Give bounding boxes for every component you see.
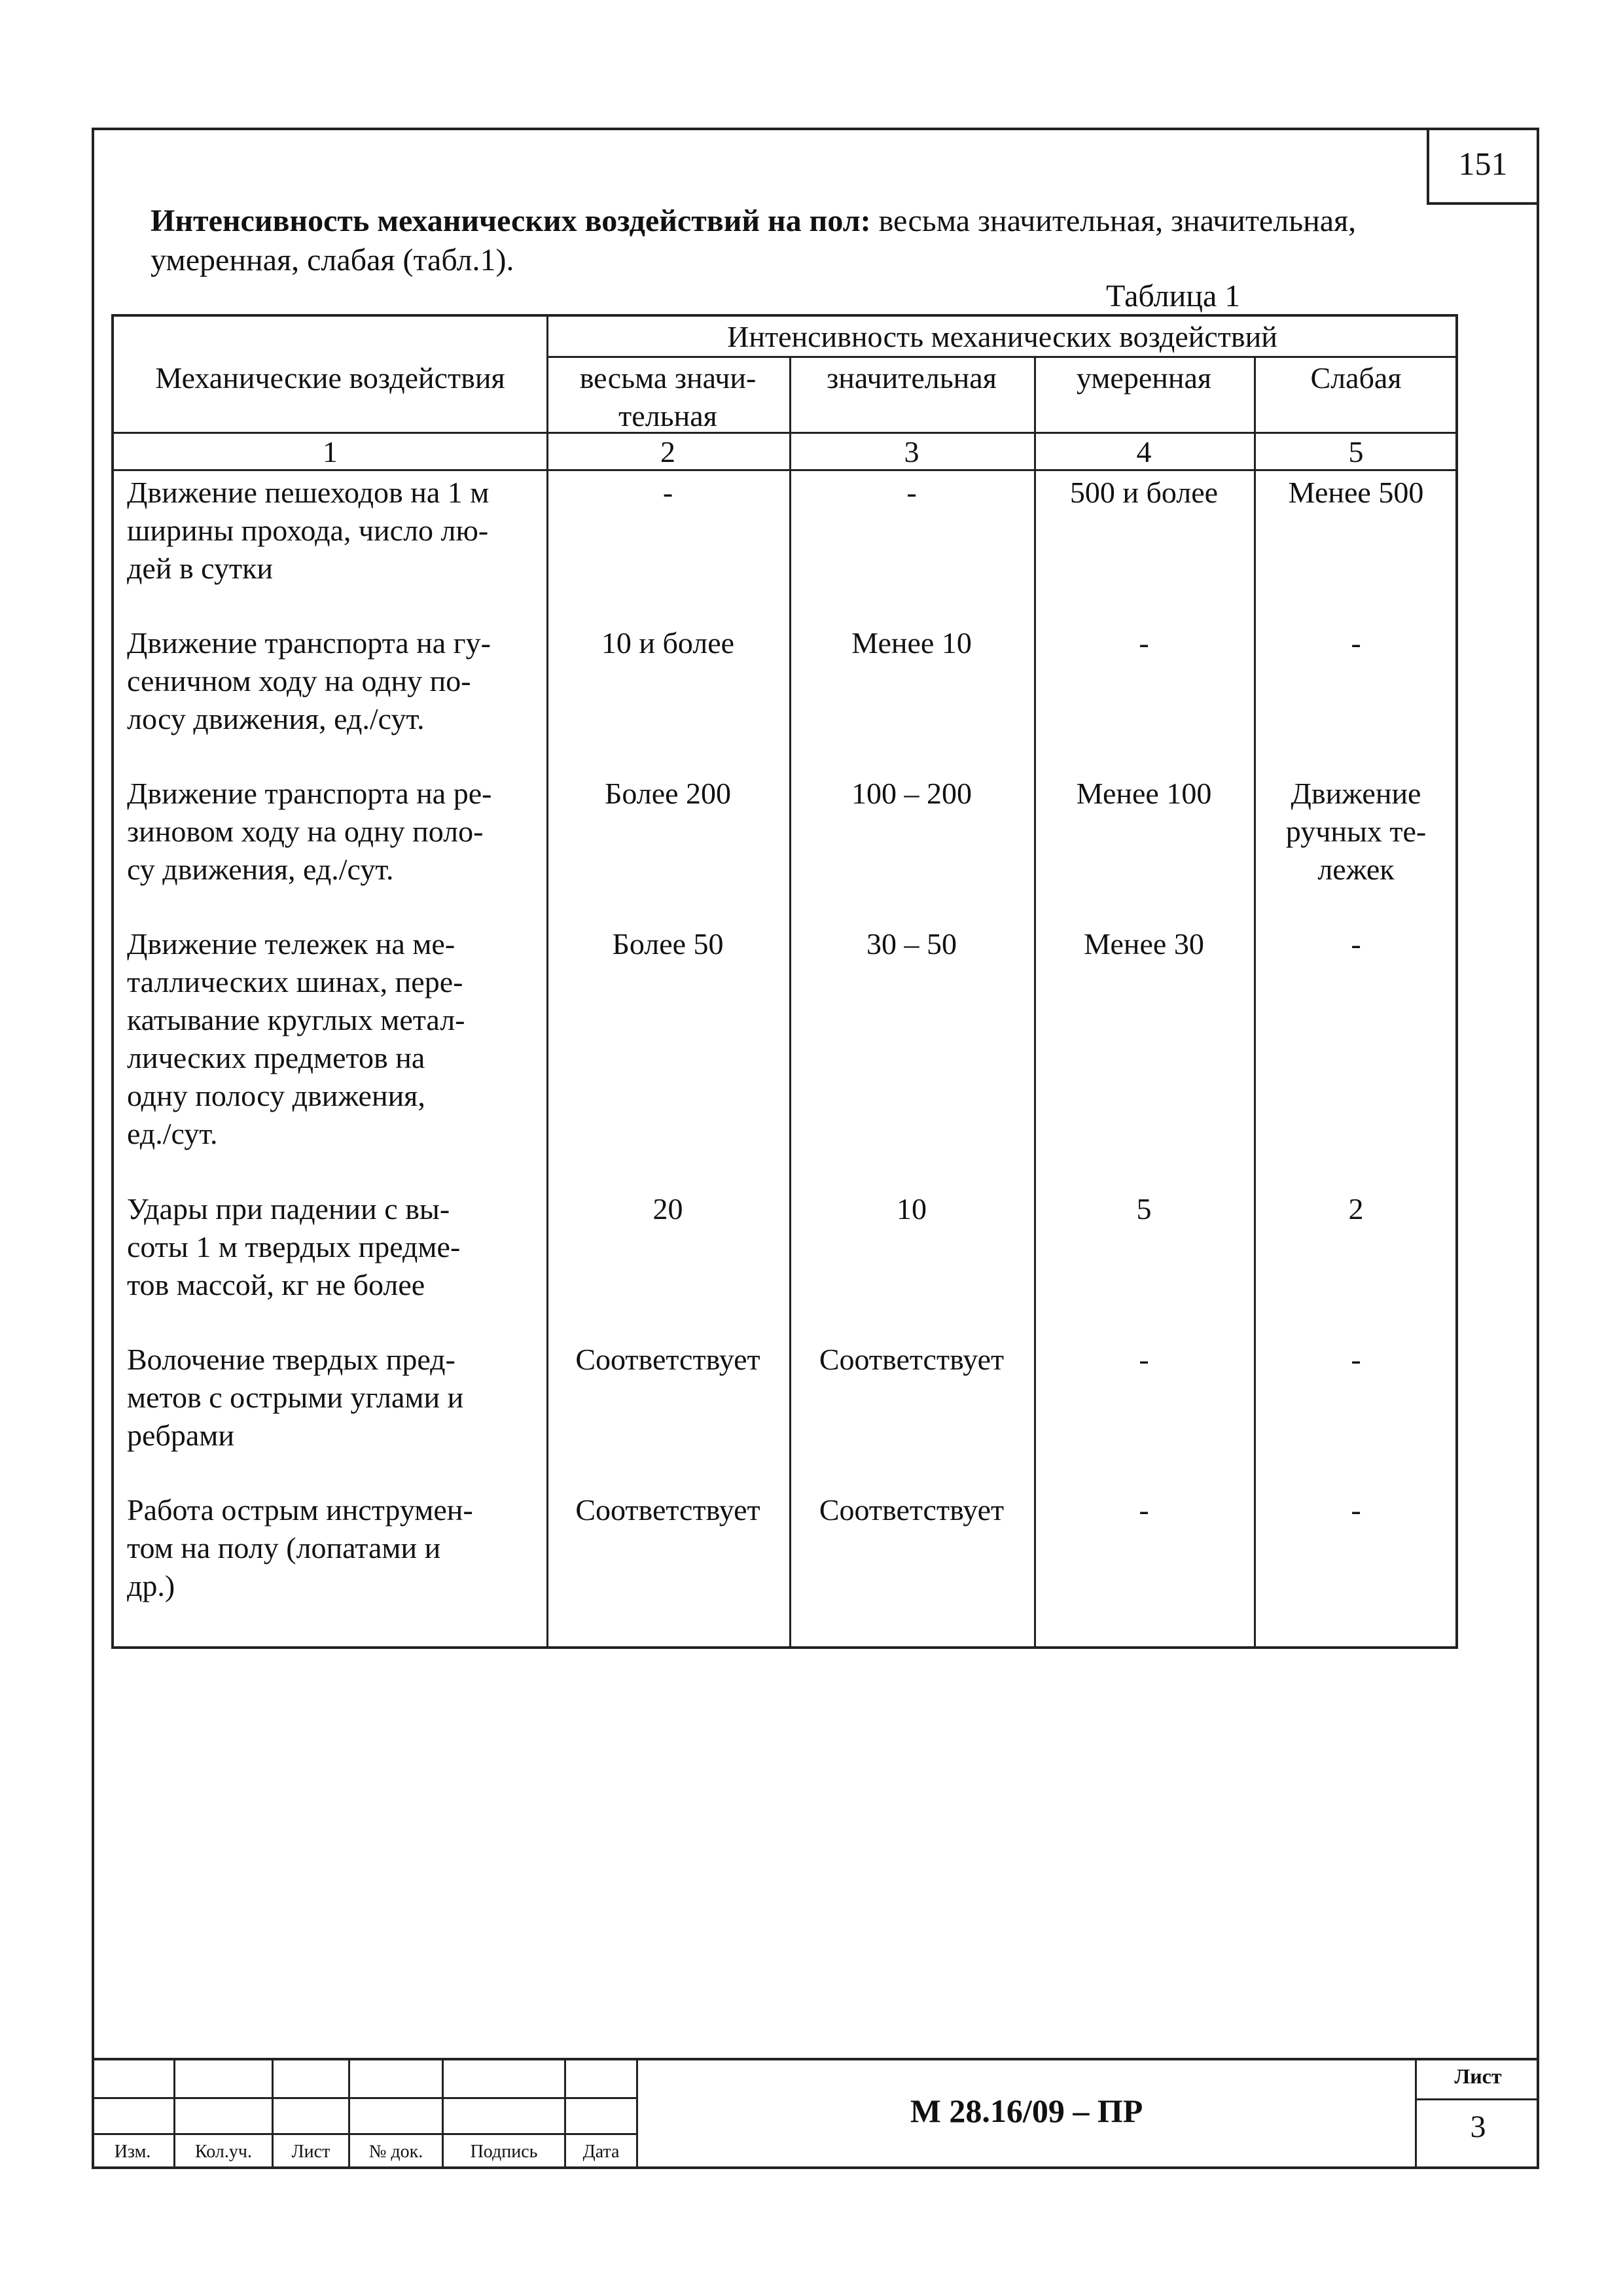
- row-label-line: ед./сут.: [127, 1117, 218, 1150]
- row-label-line: ребрами: [127, 1419, 234, 1452]
- table-caption: Таблица 1: [1106, 279, 1241, 313]
- row-label-line: Движение пешеходов на 1 м: [127, 476, 490, 509]
- row-label-line: др.): [127, 1569, 175, 1602]
- row-label-line: одну полосу движения,: [127, 1079, 425, 1112]
- table-col-divider: [546, 317, 548, 1646]
- stamp-label-signature: Подпись: [470, 2142, 538, 2162]
- row-value: Менее 10: [851, 626, 972, 660]
- sheet-number: 3: [1470, 2110, 1486, 2144]
- col-number: 2: [660, 435, 675, 468]
- row-label-line: Движение транспорта на ре-: [127, 777, 492, 810]
- table-row: [127, 624, 533, 738]
- row-label-line: зиновом ходу на одну поло-: [127, 815, 484, 848]
- row-value: -: [1351, 1493, 1361, 1527]
- row-value: Более 50: [612, 927, 724, 961]
- row-value: -: [906, 476, 917, 509]
- row-label-line: Движение тележек на ме-: [127, 927, 455, 961]
- row-label-line: Движение транспорта на гу-: [127, 626, 491, 660]
- table-row: [127, 1190, 533, 1304]
- header-very-significant-l1: весьма значи-: [579, 361, 757, 395]
- row-label-line: Работа острым инструмен-: [127, 1493, 473, 1527]
- stamp-label-date: Дата: [582, 2142, 620, 2162]
- table-row: [127, 1491, 533, 1605]
- table-row: [127, 925, 520, 1153]
- row-value: Менее 100: [1076, 777, 1212, 810]
- table-row: [127, 1341, 533, 1455]
- row-label-line: Удары при падении с вы-: [127, 1192, 450, 1226]
- row-value: Соответствует: [819, 1493, 1005, 1527]
- header-significant: значительная: [827, 361, 997, 395]
- row-label-line: Волочение твердых пред-: [127, 1343, 455, 1376]
- page-number: 151: [1427, 128, 1539, 205]
- row-value: 100 – 200: [851, 777, 972, 810]
- sheet-label: Лист: [1454, 2064, 1502, 2088]
- table-row-divider: [546, 356, 1458, 358]
- row-label-line: метов с острыми углами и: [127, 1381, 464, 1414]
- row-value: -: [1139, 1493, 1149, 1527]
- row-value: 10 и более: [601, 626, 735, 660]
- row-label-line: катывание круглых метал-: [127, 1003, 465, 1036]
- row-value: -: [1139, 626, 1149, 660]
- row-value: Менее 30: [1084, 927, 1204, 961]
- row-value: 500 и более: [1069, 476, 1219, 509]
- row-label-line: соты 1 м твердых предме-: [127, 1230, 461, 1263]
- intro-line2: умеренная, слабая (табл.1).: [151, 243, 514, 277]
- row-value: Менее 500: [1288, 476, 1424, 509]
- row-value: Соответствует: [819, 1343, 1005, 1376]
- row-value: -: [1139, 1343, 1149, 1376]
- header-intensity: Интенсивность механических воздействий: [727, 320, 1277, 353]
- table-col-divider: [789, 356, 791, 1649]
- row-value: 30 – 50: [866, 927, 957, 961]
- title-block: [92, 2058, 1539, 2169]
- header-weak: Слабая: [1310, 361, 1402, 395]
- col-number: 3: [904, 435, 919, 468]
- stamp-label-sheet: Лист: [291, 2142, 330, 2162]
- table-col-divider: [1254, 356, 1256, 1649]
- header-very-significant: [546, 359, 789, 435]
- intro-bold: Интенсивность механических воздействий на пол:: [151, 203, 871, 238]
- row-label-line: ширины прохода, число лю-: [127, 514, 489, 547]
- table-col-divider: [1034, 356, 1036, 1649]
- row-value: -: [1351, 1343, 1361, 1376]
- row-label-line: лосу движения, ед./сут.: [127, 702, 425, 735]
- table-row: [127, 474, 533, 588]
- row-label-line: лических предметов на: [127, 1041, 425, 1074]
- title-block-border: [92, 2058, 1539, 2060]
- title-block-line: [1415, 2098, 1539, 2100]
- header-mechanical: Механические воздействия: [155, 361, 505, 395]
- intro-rest: весьма значительная, значительная,: [870, 203, 1357, 238]
- col-number: 4: [1136, 435, 1152, 468]
- table-row: [127, 775, 533, 889]
- header-very-significant-l2: тельная: [618, 399, 717, 433]
- row-value: Соответствует: [575, 1343, 760, 1376]
- stamp-label-count: Кол.уч.: [195, 2142, 252, 2162]
- row-label-line: су движения, ед./сут.: [127, 853, 394, 886]
- row-value: [1254, 775, 1458, 889]
- row-value: -: [1351, 626, 1361, 660]
- row-label-line: том на полу (лопатами и: [127, 1531, 441, 1564]
- row-value: -: [1351, 927, 1361, 961]
- row-value-line: Движение: [1291, 777, 1421, 810]
- row-value: 10: [897, 1192, 927, 1226]
- row-value: -: [662, 476, 673, 509]
- header-moderate: умеренная: [1076, 361, 1212, 395]
- row-value: Более 200: [604, 777, 732, 810]
- row-label-line: дей в сутки: [127, 552, 274, 585]
- row-value: 2: [1348, 1192, 1364, 1226]
- row-value: Соответствует: [575, 1493, 760, 1527]
- row-value: 20: [652, 1192, 683, 1226]
- row-value-line: ручных те-: [1285, 815, 1427, 848]
- stamp-label-doc-no: № док.: [368, 2142, 423, 2162]
- row-label-line: сеничном ходу на одну по-: [127, 664, 471, 698]
- stamp-label-change: Изм.: [114, 2142, 151, 2162]
- row-value: 5: [1136, 1192, 1152, 1226]
- intensity-table: [111, 314, 1458, 1649]
- col-number: 5: [1348, 435, 1364, 468]
- col-number: 1: [323, 435, 338, 468]
- row-label-line: тов массой, кг не более: [127, 1268, 425, 1301]
- intro-paragraph: [151, 202, 1459, 280]
- document-code: М 28.16/09 – ПР: [910, 2093, 1143, 2129]
- row-label-line: таллических шинах, пере-: [127, 965, 463, 998]
- row-value-line: лежек: [1317, 853, 1395, 886]
